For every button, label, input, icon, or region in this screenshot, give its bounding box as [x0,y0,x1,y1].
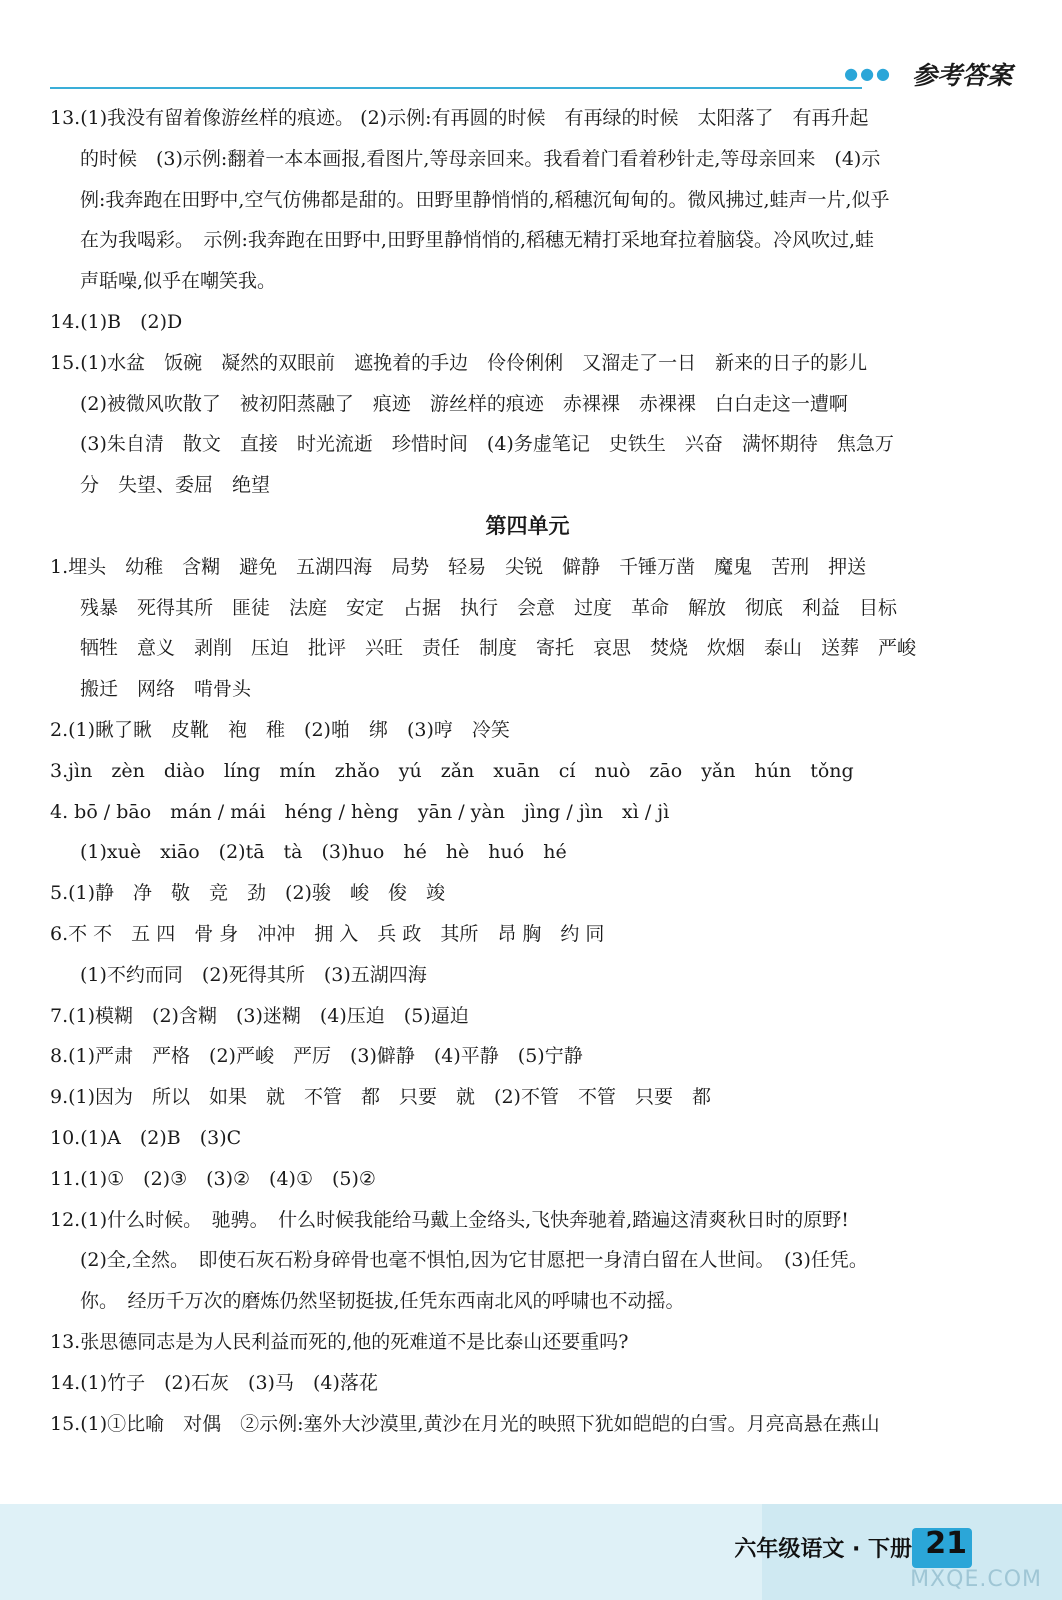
answer-content [50,98,1005,1444]
page-footer [0,1504,1062,1600]
text-line: 4. bō / bāo mán / mái héng / hèng yān / yàn jìng / jìn xì / jì [50,800,670,823]
text-line: 1.埋头 幼稚 含糊 避免 五湖四海 局势 轻易 尖锐 僻静 千锤万凿 魔鬼 苦刑 押送 [50,555,867,578]
text-line: 声聒噪,似乎在嘲笑我。 [80,270,277,293]
text-line: 5.(1)静 净 敬 竞 劲 (2)骏 峻 俊 竣 [50,882,445,905]
text-line: 牺牲 意义 剥削 压迫 批评 兴旺 责任 制度 寄托 哀思 焚烧 炊烟 泰山 送葬 严峻 [80,637,917,660]
text-line: 7.(1)模糊 (2)含糊 (3)迷糊 (4)压迫 (5)逼迫 [50,1004,469,1027]
text-line: (3)朱自清 散文 直接 时光流逝 珍惜时间 (4)务虚笔记 史铁生 兴奋 满怀期待 焦急万 [80,433,894,456]
text-line: 搬迁 网络 啃骨头 [80,678,252,701]
text-line: 15.(1)①比喻 对偶 ②示例:塞外大沙漠里,黄沙在月光的映照下犹如皑皑的白雪。月亮高悬在燕山 [50,1412,880,1435]
text-line: 12.(1)什么时候。 驰骋。 什么时候我能给马戴上金络头,飞快奔驰着,踏遍这清爽秋日时的原野! [50,1208,849,1231]
text-line: 3.jìn zèn diào líng mín zhǎo yú zǎn xuān cí nuò zāo yǎn hún tǒng [50,759,854,782]
text-line: 的时候 (3)示例:翻着一本本画报,看图片,等母亲回来。我看着门看着秒针走,等母亲回来 (4)示 [80,147,881,170]
text-line: 例:我奔跑在田野中,空气仿佛都是甜的。田野里静悄悄的,稻穗沉甸甸的。微风拂过,蛙声一片,似乎 [80,188,890,211]
header-dots: ●●● [844,64,892,83]
section-title: 第四单元 [485,512,570,538]
text-line: (1)xuè xiāo (2)tā tà (3)huo hé hè huó hé [80,841,567,864]
text-line: 13.张思德同志是为人民利益而死的,他的死难道不是比泰山还要重吗? [50,1330,629,1353]
text-line: 残暴 死得其所 匪徒 法庭 安定 占据 执行 会意 过度 革命 解放 彻底 利益 目标 [80,596,898,619]
text-line: 2.(1)瞅了瞅 皮靴 袍 稚 (2)啪 绑 (3)哼 冷笑 [50,718,510,741]
text-line: 11.(1)① (2)③ (3)② (4)① (5)② [50,1167,376,1190]
page-header [50,54,1012,94]
text-line: (1)不约而同 (2)死得其所 (3)五湖四海 [80,963,427,986]
text-line: 15.(1)水盆 饭碗 凝然的双眼前 遮挽着的手边 伶伶俐俐 又溜走了一日 新来的日子的影儿 [50,351,868,374]
grade-label: 六年级语文 · 下册 [734,1537,912,1562]
watermark: MXQE.COM [910,1567,1042,1592]
text-line: 14.(1)竹子 (2)石灰 (3)马 (4)落花 [50,1371,378,1394]
text-line: 在为我喝彩。 示例:我奔跑在田野中,田野里静悄悄的,稻穗无精打采地耷拉着脑袋。冷风吹过,蛙 [80,229,875,252]
text-line: 你。 经历千万次的磨炼仍然坚韧挺拔,任凭东西南北风的呼啸也不动摇。 [80,1290,685,1313]
text-line: 分 失望、委屈 绝望 [80,474,271,497]
text-line: 10.(1)A (2)B (3)C [50,1126,242,1149]
text-line: (2)被微风吹散了 被初阳蒸融了 痕迹 游丝样的痕迹 赤裸裸 赤裸裸 白白走这一遭啊 [80,392,848,415]
text-line: 14.(1)B (2)D [50,310,183,333]
text-line: (2)全,全然。 即使石灰石粉身碎骨也毫不惧怕,因为它甘愿把一身清白留在人世间。 (3)任凭。 [80,1249,868,1272]
text-line: 6.不 不 五 四 骨 身 冲冲 拥 入 兵 政 其所 昂 胸 约 同 [50,922,605,945]
text-line: 13.(1)我没有留着像游丝样的痕迹。 (2)示例:有再圆的时候 有再绿的时候 太阳落了 有再升起 [50,107,869,129]
page-number: 21 [925,1526,967,1561]
text-line: 9.(1)因为 所以 如果 就 不管 都 只要 就 (2)不管 不管 只要 都 [50,1086,711,1109]
header-title: 参考答案 [911,61,1012,90]
text-line: 8.(1)严肃 严格 (2)严峻 严厉 (3)僻静 (4)平静 (5)宁静 [50,1045,583,1068]
header-rule [50,87,862,89]
